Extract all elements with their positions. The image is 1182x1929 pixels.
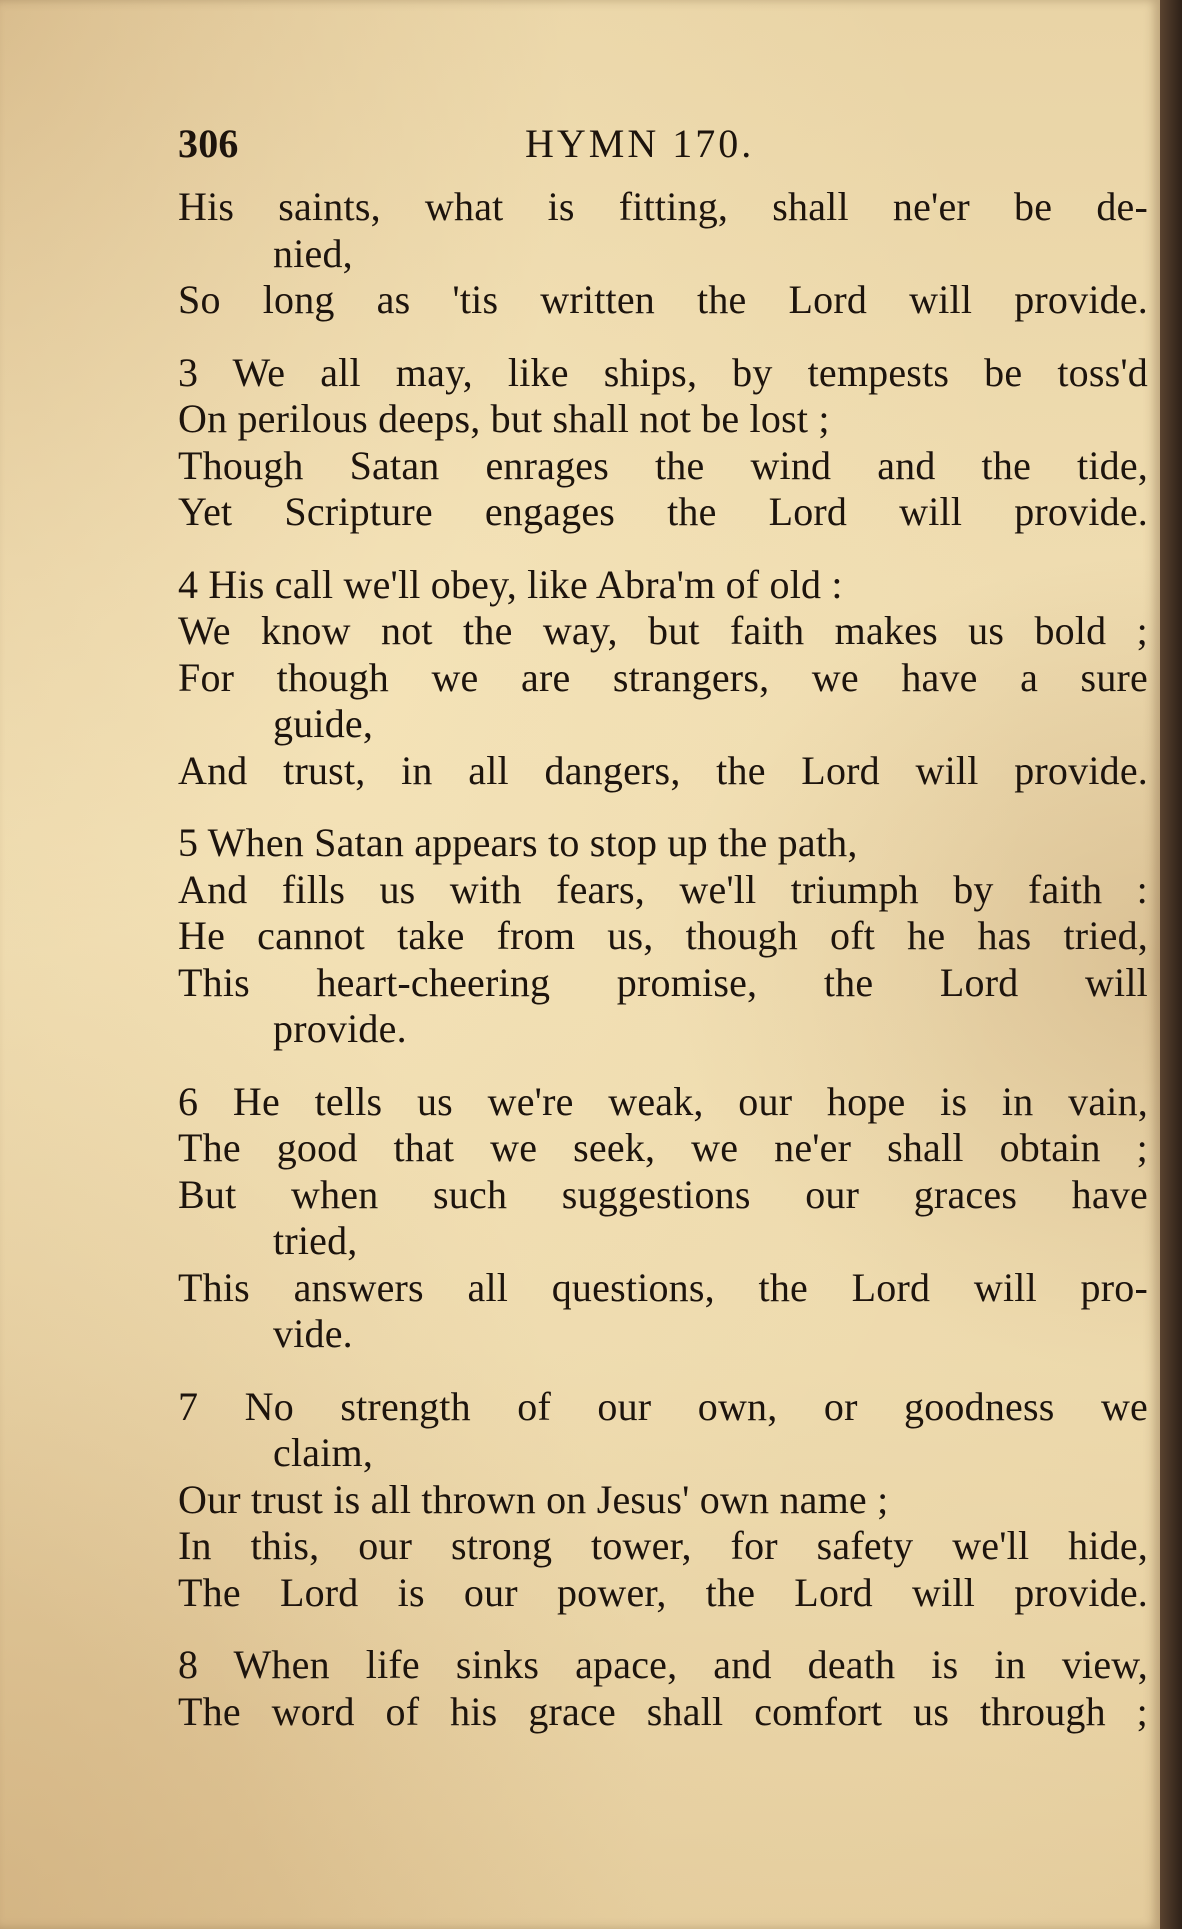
verse-line: 7 No strength of our own, or goodness we: [178, 1383, 1148, 1429]
stanza: [178, 1079, 1148, 1358]
verse-line: 3 We all may, like ships, by tempests be toss'd: [178, 349, 1148, 395]
stanza-continued: [178, 184, 1148, 324]
verse-line: And trust, in all dangers, the Lord will provide.: [178, 747, 1148, 793]
stanza: [178, 562, 1148, 795]
verse-line: guide,: [273, 701, 374, 746]
verse-line: This heart-cheering promise, the Lord will: [178, 959, 1148, 1005]
verse-line: Yet Scripture engages the Lord will provide.: [178, 489, 1148, 534]
verse-line: His saints, what is fitting, shall ne'er be de-: [178, 184, 1148, 229]
verse-line: The good that we seek, we ne'er shall obtain ;: [178, 1125, 1148, 1170]
verse-line: tried,: [273, 1218, 358, 1263]
verse-line: 8 When life sinks apace, and death is in view,: [178, 1642, 1148, 1687]
verse-line: So long as 'tis written the Lord will provide.: [178, 277, 1148, 322]
verse-line: In this, our strong tower, for safety we'll hide,: [178, 1523, 1148, 1568]
stanza: [178, 350, 1148, 536]
verse-line: provide.: [273, 1006, 407, 1051]
page-text: [178, 112, 1148, 1735]
stanza: [178, 1642, 1148, 1735]
verse-line: Our trust is all thrown on Jesus' own name ;: [178, 1476, 889, 1522]
page-number: 306: [178, 121, 239, 166]
verse-line: vide.: [273, 1311, 353, 1356]
verse-line: 5 When Satan appears to stop up the path,: [178, 820, 858, 865]
verse-line: And fills us with fears, we'll triumph by faith :: [178, 866, 1148, 912]
stanza: [178, 1384, 1148, 1617]
verse-line: Though Satan enrages the wind and the tide,: [178, 442, 1148, 488]
verse-line: He cannot take from us, though oft he has tried,: [178, 913, 1148, 958]
verse-line: But when such suggestions our graces have: [178, 1171, 1148, 1217]
verse-line: claim,: [273, 1430, 374, 1475]
hymn-title: HYMN 170.: [525, 121, 755, 166]
verse-line: 4 His call we'll obey, like Abra'm of old :: [178, 561, 843, 607]
page-edge: [1160, 0, 1182, 1929]
verse-line: 6 He tells us we're weak, our hope is in vain,: [178, 1078, 1148, 1124]
verse-line: On perilous deeps, but shall not be lost ;: [178, 396, 830, 441]
verse-line: This answers all questions, the Lord will pro-: [178, 1264, 1148, 1310]
stanza: [178, 820, 1148, 1053]
verse-line: We know not the way, but faith makes us bold ;: [178, 608, 1148, 653]
hymn-body: [178, 184, 1148, 1735]
verse-line: The word of his grace shall comfort us through ;: [178, 1688, 1148, 1734]
running-header: [178, 112, 1148, 172]
verse-line: For though we are strangers, we have a sure: [178, 654, 1148, 700]
verse-line: nied,: [273, 230, 353, 276]
verse-line: The Lord is our power, the Lord will provide.: [178, 1569, 1148, 1615]
